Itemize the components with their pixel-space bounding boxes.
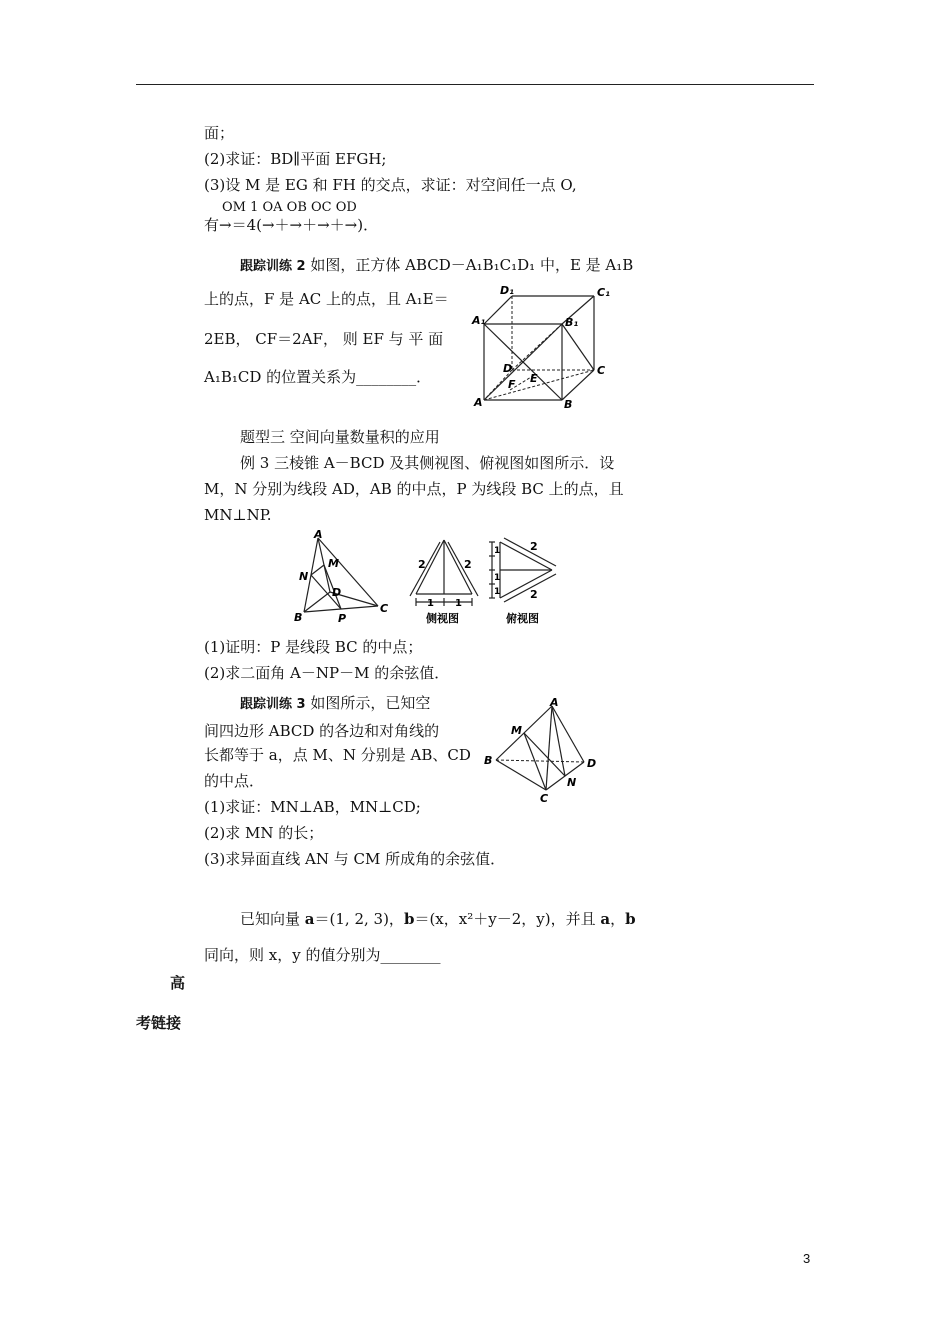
top-view-figure [486, 536, 566, 628]
text-line: 的中点． [204, 772, 265, 790]
text-line: 如图，正方体 ABCD－A₁B₁C₁D₁ 中，E 是 A₁B [310, 256, 634, 274]
side-right-length: 2 [464, 558, 472, 571]
text-line: 长都等于 a，点 M、N 分别是 AB、CD [204, 746, 471, 764]
follow-label: 跟踪训练 2 [240, 259, 306, 274]
question-line: (2)求 MN 的长； [204, 824, 324, 842]
cube-figure [470, 282, 620, 412]
label-P: P [338, 612, 347, 625]
text-line: (3)设 M 是 EG 和 FH 的交点，求证：对空间任一点 O, [204, 176, 577, 194]
label-E: E [530, 372, 538, 385]
label-D1: D₁ [500, 284, 514, 297]
gaokao-heading-1: 高 [170, 974, 186, 992]
top-side-3: 1 [494, 587, 501, 597]
section-title: 题型三 空间向量数量积的应用 [240, 428, 440, 446]
top-side-2: 1 [494, 573, 501, 583]
label-B: B [564, 398, 573, 411]
text-line: (2)求证：BD∥平面 EFGH; [204, 150, 387, 168]
side-view-figure [404, 536, 484, 628]
label-C: C [540, 792, 549, 804]
text-line: M，N 分别为线段 AD，AB 的中点，P 为线段 BC 上的点，且 [204, 480, 624, 498]
label-C: C [380, 602, 389, 615]
text-fragment: 已知向量 [240, 910, 305, 928]
text-line: 有→＝4(→＋→＋→＋→)． [204, 216, 379, 234]
practice-line-1 [240, 910, 636, 928]
label-A: A [474, 396, 483, 409]
label-A: A [550, 698, 559, 709]
label-B: B [294, 611, 303, 624]
top-view-caption: 俯视图 [506, 612, 539, 625]
side-bottom-1: 1 [427, 598, 434, 609]
question-line: (1)证明：P 是线段 BC 的中点； [204, 638, 423, 656]
question-line: (2)求二面角 A－NP－M 的余弦值． [204, 664, 450, 682]
side-bottom-2: 1 [455, 598, 462, 609]
label-B1: B₁ [565, 316, 579, 329]
label-M: M [511, 724, 522, 737]
top-lower-length: 2 [530, 588, 538, 601]
text-line: 例 3 三棱锥 A－BCD 及其侧视图、俯视图如图所示．设 [240, 454, 615, 472]
vector-a: a [304, 910, 315, 928]
top-side-1: 1 [494, 546, 501, 556]
text-line: 面； [204, 124, 235, 142]
vector-b: b [403, 910, 415, 928]
label-A: A [314, 530, 323, 541]
question-line: (3)求异面直线 AN 与 CM 所成角的余弦值． [204, 850, 506, 868]
label-N: N [567, 776, 577, 789]
label-A1: A₁ [472, 314, 486, 327]
text-line: A₁B₁CD 的位置关系为________． [204, 368, 432, 386]
label-D: D [587, 757, 597, 770]
label-M: M [328, 557, 339, 570]
label-C: C [597, 364, 606, 377]
text-fragment: ＝(1, 2, 3)， [314, 910, 404, 928]
tetrahedron-figure [292, 530, 397, 630]
gaokao-heading-2: 考链接 [136, 1014, 182, 1032]
label-C1: C₁ [597, 286, 610, 299]
text-line: 如图所示，已知空 [310, 694, 431, 712]
side-view-caption: 侧视图 [426, 612, 459, 625]
label-F: F [508, 378, 516, 391]
top-upper-length: 2 [530, 540, 538, 553]
follow-label: 跟踪训练 3 [240, 697, 306, 712]
vector-labels: OM 1 OA OB OC OD [222, 200, 357, 215]
text-line: 间四边形 ABCD 的各边和对角线的 [204, 722, 440, 740]
vector-a: a [600, 910, 611, 928]
text-fragment: ＝(x，x²＋y－2，y)，并且 [414, 910, 601, 928]
text-line: 2EB， CF＝2AF， 则 EF 与 平 面 [204, 330, 444, 348]
page-number: 3 [803, 1251, 811, 1266]
text-line: 上的点，F 是 AC 上的点，且 A₁E＝ [204, 290, 449, 308]
label-N: N [299, 570, 309, 583]
side-left-length: 2 [418, 558, 426, 571]
label-D: D [503, 362, 513, 375]
text-line: MN⊥NP. [204, 506, 272, 524]
space-quadrilateral-figure [480, 698, 605, 804]
practice-line-2: 同向，则 x，y 的值分别为________ [204, 946, 441, 964]
text-fragment: ， [610, 910, 626, 928]
label-B: B [484, 754, 493, 767]
header-rule [136, 84, 814, 85]
label-D: D [332, 586, 342, 599]
vector-b: b [625, 910, 636, 928]
question-line: (1)求证：MN⊥AB，MN⊥CD; [204, 798, 421, 816]
